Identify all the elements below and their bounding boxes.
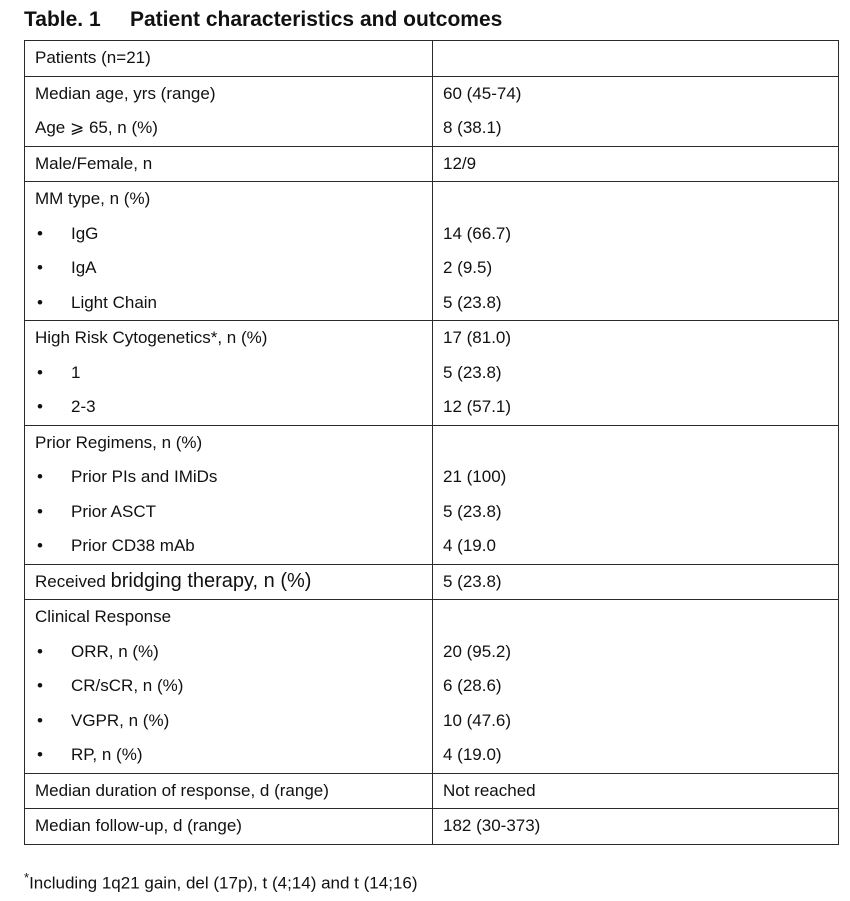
row-label-text: RP, n (%) [71,745,143,765]
row-label [25,495,433,530]
bullet-icon: • [37,467,43,487]
row-value: 5 (23.8) [433,495,839,530]
row-value: 8 (38.1) [433,111,839,146]
table-row [25,529,839,564]
row-label [25,460,433,495]
row-label-text: CR/sCR, n (%) [71,676,184,696]
row-label-text: Prior ASCT [71,501,157,521]
table-row [25,390,839,425]
row-label-text-large: bridging therapy, n (%) [110,570,312,593]
table-row [25,600,839,635]
footnote-mark: * [24,870,30,885]
table-row [25,669,839,704]
table-row [25,773,839,809]
row-label: Median age, yrs (range) [25,76,433,111]
table-row [25,321,839,356]
table-row [25,286,839,321]
table-caption [24,8,502,32]
row-label-text: Prior CD38 mAb [71,536,195,556]
row-label: High Risk Cytogenetics*, n (%) [25,321,433,356]
bullet-icon: • [37,397,43,417]
row-label: Median follow-up, d (range) [25,809,433,845]
table-row [25,635,839,670]
table-number: Table. 1 [24,8,101,31]
row-label [25,356,433,391]
row-value [433,600,839,635]
row-label: Age ⩾ 65, n (%) [25,111,433,146]
row-value: 6 (28.6) [433,669,839,704]
table-title: Patient characteristics and outcomes [130,8,503,31]
row-value: 5 (23.8) [433,564,839,600]
table-row [25,251,839,286]
bullet-icon: • [37,258,43,278]
bullet-icon: • [37,676,43,696]
bullet-icon: • [37,536,43,556]
row-label [25,390,433,425]
row-value: 14 (66.7) [433,217,839,252]
table-row [25,76,839,111]
row-label [25,286,433,321]
row-value: 21 (100) [433,460,839,495]
bullet-icon: • [37,641,43,661]
row-value: Not reached [433,773,839,809]
row-value: 5 (23.8) [433,286,839,321]
patient-characteristics-table [24,40,839,845]
row-label-text: VGPR, n (%) [71,710,170,730]
table-row [25,146,839,182]
row-label-text: Light Chain [71,292,158,312]
table-row [25,111,839,146]
row-label: Median duration of response, d (range) [25,773,433,809]
bullet-icon: • [37,292,43,312]
row-value: 12 (57.1) [433,390,839,425]
row-label [25,529,433,564]
row-label [25,251,433,286]
table-row [25,738,839,773]
table-row [25,809,839,845]
bullet-icon: • [37,710,43,730]
bullet-icon: • [37,362,43,382]
row-value: 10 (47.6) [433,704,839,739]
row-label: Male/Female, n [25,146,433,182]
row-label [25,669,433,704]
row-value [433,182,839,217]
row-label-text: 1 [71,362,81,382]
row-label: Clinical Response [25,600,433,635]
table-row [25,356,839,391]
table-row [25,495,839,530]
row-label: MM type, n (%) [25,182,433,217]
row-value: 2 (9.5) [433,251,839,286]
row-label-text: Received [35,572,111,592]
row-label [25,738,433,773]
row-value: 182 (30-373) [433,809,839,845]
row-label: Patients (n=21) [25,41,433,77]
footnote-text: Including 1q21 gain, del (17p), t (4;14) and t (14;16) [29,873,418,893]
row-label-text: 2-3 [71,397,96,417]
row-value: 4 (19.0) [433,738,839,773]
table-footnote [24,870,417,894]
row-label-text: Prior PIs and IMiDs [71,467,218,487]
row-value [433,41,839,77]
row-value: 60 (45-74) [433,76,839,111]
table-row [25,460,839,495]
row-label [25,635,433,670]
row-value: 20 (95.2) [433,635,839,670]
row-value: 5 (23.8) [433,356,839,391]
table-row [25,564,839,600]
bullet-icon: • [37,745,43,765]
row-label [25,704,433,739]
row-value: 4 (19.0 [433,529,839,564]
bullet-icon: • [37,223,43,243]
row-label-text: IgG [71,223,99,243]
row-label-text: IgA [71,258,97,278]
table-row [25,182,839,217]
bullet-icon: • [37,501,43,521]
row-label [25,217,433,252]
table-row [25,704,839,739]
row-value: 12/9 [433,146,839,182]
row-value: 17 (81.0) [433,321,839,356]
table-row [25,41,839,77]
table-row [25,217,839,252]
row-label-text: ORR, n (%) [71,641,159,661]
table-row [25,425,839,460]
row-label: Prior Regimens, n (%) [25,425,433,460]
row-label [25,564,433,600]
row-value [433,425,839,460]
